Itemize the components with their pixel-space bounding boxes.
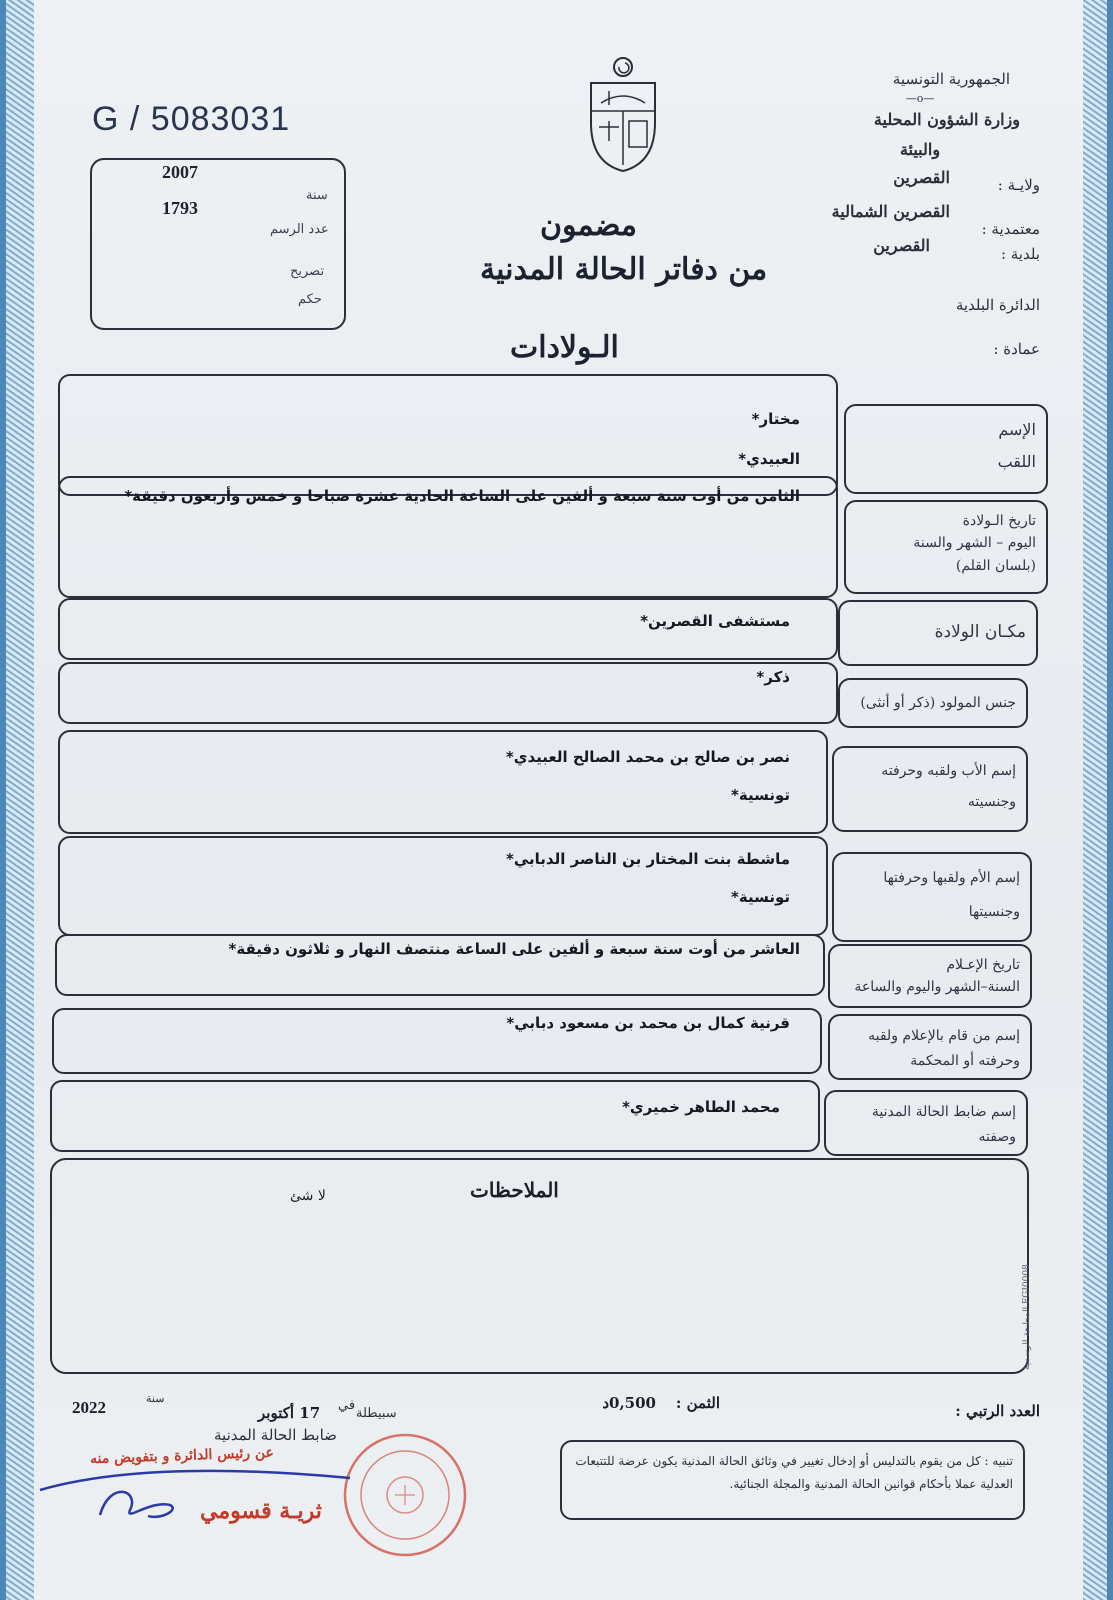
delegation-stamp-text: عن رئيس الدائرة و بتفويض منه [89, 1444, 275, 1468]
officer-value: محمد الطاهر خميري* [622, 1098, 780, 1116]
sex-value: ذكر* [756, 668, 790, 686]
title-extract: مضمون [540, 208, 637, 243]
tunisia-coat-of-arms-icon [585, 55, 661, 173]
birth-date-value: الثامن من أوت سنة سبعة و ألفين على الساعة الحادية عشرة صباحا و خمس وأربعون دقيقة* [124, 487, 800, 505]
left-edge [0, 0, 6, 1600]
remarks-title: الملاحظات [470, 1178, 559, 1202]
issue-date: 17 أكتوبر [258, 1404, 321, 1422]
title-civil-registers: من دفاتر الحالة المدنية [480, 252, 768, 287]
mother-label: إسم الأم ولقبها وحرفتها وجنسيتها [832, 852, 1032, 942]
officer-value-box [50, 1080, 820, 1152]
remarks-value: لا شئ [290, 1188, 326, 1204]
signatory-name: ثريـة قسومي [200, 1498, 322, 1524]
delegation-value: القصرين الشمالية [831, 202, 950, 221]
legal-notice: تنبيه : كل من يقوم بالتدليس أو إدخال تغيير في وثائق الحالة المدنية يكون عرضة للتتبعات العدلية عملا بأحكام قوانين الحالة المدنية والمجلة الجنائية. [560, 1440, 1025, 1520]
issue-year: 2022 [72, 1398, 106, 1417]
registration-number: 1793 [162, 198, 198, 218]
municipal-district-label: الدائرة البلدية [955, 296, 1040, 314]
declarant-value: قرنية كمال بن محمد بن مسعود دبابي* [506, 1014, 790, 1032]
price-label: الثمن : [675, 1394, 720, 1412]
year-label: سنة [306, 188, 328, 203]
father-label: إسم الأب ولقبه وحرفته وجنسيته [832, 746, 1028, 832]
officer-title: ضابط الحالة المدنية [214, 1426, 337, 1444]
year-value: 2007 [162, 162, 198, 182]
mother-value: ماشطة بنت المختار بن الناصر الدبابي* [506, 850, 790, 868]
governorate-value: القصرين [893, 168, 950, 187]
declaration-date-value: العاشر من أوت سنة سبعة و ألفين على الساعة منتصف النهار و ثلاثون دقيقة* [228, 940, 800, 958]
father-value-box [58, 730, 828, 834]
name-label: الإسم اللقب [844, 404, 1048, 494]
judgment-label: حكم [298, 292, 322, 307]
serial-number: G / 5083031 [92, 100, 291, 138]
officer-label: إسم ضابط الحالة المدنية وصفته [824, 1090, 1028, 1156]
birth-place-label: مكـان الولادة [838, 600, 1038, 666]
title-births: الـولادات [510, 330, 619, 365]
municipality-label: بلدية : [1000, 245, 1040, 263]
right-edge [1107, 0, 1113, 1600]
issue-place: سبيطلة [356, 1406, 397, 1421]
sex-label: جنس المولود (ذكر أو أنثى) [838, 678, 1028, 728]
price-value: 0,500د [602, 1394, 656, 1412]
ministry-line-1: وزارة الشؤون المحلية [873, 110, 1020, 129]
ministry-line-2: والبيئة [899, 140, 941, 159]
birth-place-value: مستشفى القصرين* [640, 612, 790, 630]
header-divider: —o— [905, 92, 935, 105]
registration-label: عدد الرسم [270, 222, 329, 237]
declaration-label: تصريح [290, 264, 325, 279]
first-name-value: مختار* [751, 410, 800, 428]
surname-value: العبيدي* [738, 450, 800, 468]
republic-name: الجمهورية التونسية [892, 70, 1010, 88]
sector-label: عمادة : [993, 340, 1040, 358]
governorate-label: ولايـة : [997, 176, 1040, 194]
declarant-label: إسم من قام بالإعلام ولقبه وحرفته أو المحكمة [828, 1014, 1032, 1080]
printer-imprint: المطبعة الرسمية FGI0008 [1022, 1264, 1032, 1370]
declaration-date-label: تاريخ الإعـلام السنة–الشهر واليوم والساعة [828, 944, 1032, 1008]
serial-order-label: العدد الرتبي : [955, 1402, 1040, 1420]
father-nationality-value: تونسية* [731, 786, 790, 804]
in-word: في [338, 1398, 356, 1413]
father-value: نصر بن صالح بن محمد الصالح العبيدي* [505, 748, 790, 766]
delegation-label: معتمدية : [981, 220, 1040, 238]
birth-date-label: تاريخ الـولادة اليوم – الشهر والسنة (بلسان القلم) [844, 500, 1048, 594]
mother-nationality-value: تونسية* [731, 888, 790, 906]
municipality-value: القصرين [873, 236, 930, 255]
year-word: سنة [146, 1392, 165, 1405]
